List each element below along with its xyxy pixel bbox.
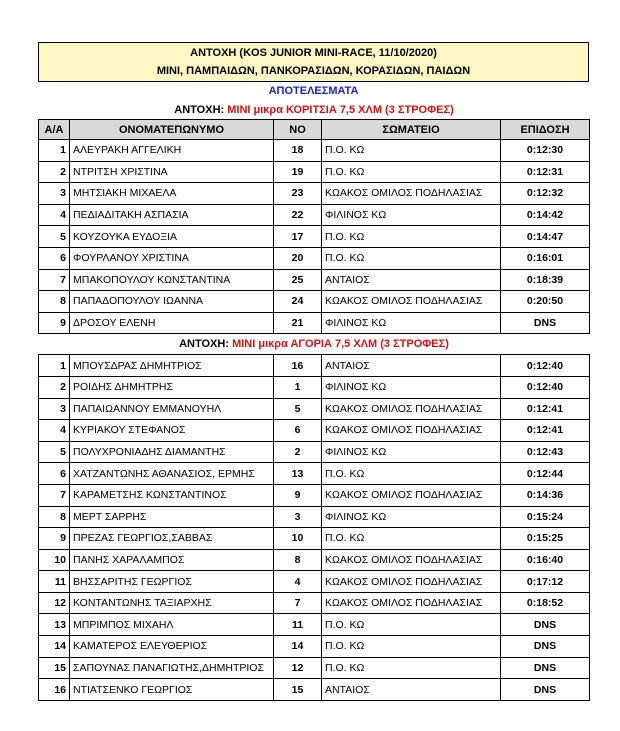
cell-time: 0:12:44 — [501, 463, 590, 485]
cell-position: 5 — [39, 226, 70, 248]
cell-position: 15 — [39, 657, 70, 679]
cell-position: 3 — [39, 398, 70, 420]
cell-number: 9 — [274, 484, 322, 506]
cell-position: 8 — [39, 291, 70, 313]
cell-number: 18 — [274, 140, 322, 162]
cell-number: 22 — [274, 204, 322, 226]
cell-club: Π.Ο. ΚΩ — [322, 636, 501, 658]
cell-position: 9 — [39, 312, 70, 334]
cell-time: 0:12:40 — [501, 355, 590, 377]
cell-number: 14 — [274, 636, 322, 658]
cell-name: ΚΥΡΙΑΚΟΥ ΣΤΕΦΑΝΟΣ — [70, 420, 274, 442]
table-row — [39, 441, 590, 463]
cell-time: 0:12:41 — [501, 420, 590, 442]
cell-position: 7 — [39, 269, 70, 291]
cell-club: Π.Ο. ΚΩ — [322, 161, 501, 183]
cell-name: ΒΗΣΣΑΡΙΤΗΣ ΓΕΩΡΓΙΟΣ — [70, 571, 274, 593]
cell-number: 13 — [274, 463, 322, 485]
cell-position: 8 — [39, 506, 70, 528]
cell-name: ΠΟΛΥΧΡΟΝΙΑΔΗΣ ΔΙΑΜΑΝΤΗΣ — [70, 441, 274, 463]
table-row — [39, 226, 590, 248]
cell-name: ΠΑΠΑΙΩΑΝΝΟΥ ΕΜΜΑΝΟΥΗΛ — [70, 398, 274, 420]
table-row — [39, 614, 590, 636]
cell-number: 17 — [274, 226, 322, 248]
cell-name: ΚΟΝΤΑΝΤΩΝΗΣ ΤΑΞΙΑΡΧΗΣ — [70, 592, 274, 614]
cell-position: 2 — [39, 161, 70, 183]
cell-name: ΔΡΟΣΟΥ ΕΛΕΝΗ — [70, 312, 274, 334]
cell-position: 11 — [39, 571, 70, 593]
cell-time: DNS — [501, 657, 590, 679]
cell-time: 0:17:12 — [501, 571, 590, 593]
cell-position: 2 — [39, 376, 70, 398]
cell-time: 0:12:40 — [501, 376, 590, 398]
cell-position: 1 — [39, 355, 70, 377]
cell-club: ΦΙΛΙΝΟΣ ΚΩ — [322, 506, 501, 528]
cell-time: 0:12:41 — [501, 398, 590, 420]
cell-position: 4 — [39, 204, 70, 226]
cell-number: 24 — [274, 291, 322, 313]
table-row — [39, 376, 590, 398]
cell-number: 19 — [274, 161, 322, 183]
cell-name: ΠΡΕΖΑΣ ΓΕΩΡΓΙΟΣ,ΣΑΒΒΑΣ — [70, 528, 274, 550]
cell-number: 23 — [274, 183, 322, 205]
cell-time: 0:15:24 — [501, 506, 590, 528]
event-title: ΑΝΤΟΧΗ (KOS JUNIOR MINI-RACE, 11/10/2020) — [190, 47, 437, 59]
table-row — [39, 528, 590, 550]
cell-name: ΜΠΡΙΜΠΟΣ ΜΙΧΑΗΛ — [70, 614, 274, 636]
table-row — [39, 657, 590, 679]
cell-name: ΜΗΤΣΙΑΚΗ ΜΙΧΑΕΛΑ — [70, 183, 274, 205]
cell-time: 0:12:31 — [501, 161, 590, 183]
cell-number: 12 — [274, 657, 322, 679]
cell-position: 7 — [39, 484, 70, 506]
table-row — [39, 592, 590, 614]
cell-position: 12 — [39, 592, 70, 614]
cell-club: ΚΩΑΚΟΣ ΟΜΙΛΟΣ ΠΟΔΗΛΑΣΙΑΣ — [322, 592, 501, 614]
cell-club: ΚΩΑΚΟΣ ΟΜΙΛΟΣ ΠΟΔΗΛΑΣΙΑΣ — [322, 420, 501, 442]
cell-name: ΣΑΠΟΥΝΑΣ ΠΑΝΑΓΙΩΤΗΣ,ΔΗΜΗΤΡΙΟΣ — [70, 657, 274, 679]
cell-number: 11 — [274, 614, 322, 636]
cell-club: Π.Ο. ΚΩ — [322, 657, 501, 679]
cell-time: 0:16:40 — [501, 549, 590, 571]
column-header-row — [39, 120, 590, 140]
cell-number: 8 — [274, 549, 322, 571]
cell-time: 0:14:47 — [501, 226, 590, 248]
cell-time: 0:14:36 — [501, 484, 590, 506]
cell-club: ΚΩΑΚΟΣ ΟΜΙΛΟΣ ΠΟΔΗΛΑΣΙΑΣ — [322, 291, 501, 313]
cell-name: ΠΑΠΑΔΟΠΟΥΛΟΥ ΙΩΑΝΝΑ — [70, 291, 274, 313]
table-row — [39, 484, 590, 506]
cell-number: 21 — [274, 312, 322, 334]
cell-name: ΧΑΤΖΑΝΤΩΝΗΣ ΑΘΑΝΑΣΙΟΣ, ΕΡΜΗΣ — [70, 463, 274, 485]
cell-time: 0:15:25 — [501, 528, 590, 550]
table-row — [39, 161, 590, 183]
cell-number: 3 — [274, 506, 322, 528]
cell-club: ΑΝΤΑΙΟΣ — [322, 269, 501, 291]
category-prefix: ΑΝΤΟΧΗ: — [179, 338, 233, 351]
cell-number: 4 — [274, 571, 322, 593]
cell-position: 3 — [39, 183, 70, 205]
cell-club: Π.Ο. ΚΩ — [322, 226, 501, 248]
table-row — [39, 355, 590, 377]
table-row — [39, 398, 590, 420]
cell-club: ΚΩΑΚΟΣ ΟΜΙΛΟΣ ΠΟΔΗΛΑΣΙΑΣ — [322, 549, 501, 571]
cell-club: ΚΩΑΚΟΣ ΟΜΙΛΟΣ ΠΟΔΗΛΑΣΙΑΣ — [322, 183, 501, 205]
cell-name: ΚΟΥΖΟΥΚΑ ΕΥΔΟΞΙΑ — [70, 226, 274, 248]
cell-name: ΜΠΟΥΣΔΡΑΣ ΔΗΜΗΤΡΙΟΣ — [70, 355, 274, 377]
cell-club: Π.Ο. ΚΩ — [322, 528, 501, 550]
cell-club: ΑΝΤΑΙΟΣ — [322, 679, 501, 701]
col-header-time: ΕΠΙΔΟΣΗ — [501, 120, 590, 140]
cell-number: 5 — [274, 398, 322, 420]
col-header-aa: Α/Α — [39, 120, 70, 140]
cell-number: 6 — [274, 420, 322, 442]
cell-name: ΠΕΔΙΑΔΙΤΑΚΗ ΑΣΠΑΣΙΑ — [70, 204, 274, 226]
table-row — [39, 571, 590, 593]
cell-time: 0:18:39 — [501, 269, 590, 291]
category-heading-girls — [39, 100, 590, 120]
cell-number: 20 — [274, 247, 322, 269]
cell-position: 16 — [39, 679, 70, 701]
table-row — [39, 247, 590, 269]
cell-position: 10 — [39, 549, 70, 571]
table-row — [39, 463, 590, 485]
cell-time: DNS — [501, 312, 590, 334]
cell-club: Π.Ο. ΚΩ — [322, 247, 501, 269]
table-row — [39, 636, 590, 658]
cell-number: 10 — [274, 528, 322, 550]
cell-number: 15 — [274, 679, 322, 701]
table-row — [39, 269, 590, 291]
cell-name: ΝΤΙΑΤΣΕΝΚΟ ΓΕΩΡΓΙΟΣ — [70, 679, 274, 701]
col-header-name: ΟΝΟΜΑΤΕΠΩΝΥΜΟ — [70, 120, 274, 140]
cell-position: 14 — [39, 636, 70, 658]
cell-club: Π.Ο. ΚΩ — [322, 463, 501, 485]
cell-time: 0:12:43 — [501, 441, 590, 463]
cell-club: ΑΝΤΑΙΟΣ — [322, 355, 501, 377]
cell-name: ΜΠΑΚΟΠΟΥΛΟΥ ΚΩΝΣΤΑΝΤΙΝΑ — [70, 269, 274, 291]
category-prefix: ΑΝΤΟΧΗ: — [174, 103, 228, 116]
cell-time: 0:18:52 — [501, 592, 590, 614]
cell-name: ΝΤΡΙΤΣΗ ΧΡΙΣΤΙΝΑ — [70, 161, 274, 183]
cell-name: ΚΑΜΑΤΕΡΟΣ ΕΛΕΥΘΕΡΙΟΣ — [70, 636, 274, 658]
cell-number: 16 — [274, 355, 322, 377]
cell-name: ΠΑΝΗΣ ΧΑΡΑΛΑΜΠΟΣ — [70, 549, 274, 571]
cell-club: ΦΙΛΙΝΟΣ ΚΩ — [322, 376, 501, 398]
cell-position: 6 — [39, 247, 70, 269]
cell-name: ΜΕΡΤ ΣΑΡΡΗΣ — [70, 506, 274, 528]
table-row — [39, 140, 590, 162]
results-sheet — [38, 42, 589, 701]
cell-position: 6 — [39, 463, 70, 485]
cell-club: ΚΩΑΚΟΣ ΟΜΙΛΟΣ ΠΟΔΗΛΑΣΙΑΣ — [322, 484, 501, 506]
event-categories: MINI, ΠΑΜΠΑΙΔΩΝ, ΠΑΝΚΟΡΑΣΙΔΩΝ, ΚΟΡΑΣΙΔΩΝ, ΠΑΙΔΩΝ — [156, 65, 471, 77]
cell-number: 25 — [274, 269, 322, 291]
cell-club: Π.Ο. ΚΩ — [322, 140, 501, 162]
cell-number: 2 — [274, 441, 322, 463]
category-title: MINI μικρα ΚΟΡΙΤΣΙΑ 7,5 ΧΛΜ (3 ΣΤΡΟΦΕΣ) — [227, 103, 454, 116]
cell-position: 4 — [39, 420, 70, 442]
table-row — [39, 183, 590, 205]
cell-time: 0:14:42 — [501, 204, 590, 226]
table-row — [39, 506, 590, 528]
table-row — [39, 291, 590, 313]
table-row — [39, 679, 590, 701]
cell-number: 1 — [274, 376, 322, 398]
cell-club: ΦΙΛΙΝΟΣ ΚΩ — [322, 312, 501, 334]
cell-time: 0:16:01 — [501, 247, 590, 269]
event-title-box — [38, 42, 589, 82]
category-heading-boys — [39, 334, 590, 355]
results-heading: ΑΠΟΤΕΛΕΣΜΑΤΑ — [268, 85, 359, 97]
col-header-no: ΝΟ — [274, 120, 322, 140]
cell-time: 0:12:32 — [501, 183, 590, 205]
category-title: MINI μικρα ΑΓΟΡΙΑ 7,5 ΧΛΜ (3 ΣΤΡΟΦΕΣ) — [232, 338, 449, 351]
table-row — [39, 312, 590, 334]
table-row — [39, 549, 590, 571]
col-header-club: ΣΩΜΑΤΕΙΟ — [322, 120, 501, 140]
cell-name: ΚΑΡΑΜΕΤΣΗΣ ΚΩΝΣΤΑΝΤΙΝΟΣ — [70, 484, 274, 506]
cell-club: ΚΩΑΚΟΣ ΟΜΙΛΟΣ ΠΟΔΗΛΑΣΙΑΣ — [322, 398, 501, 420]
cell-time: DNS — [501, 614, 590, 636]
cell-number: 7 — [274, 592, 322, 614]
cell-club: ΦΙΛΙΝΟΣ ΚΩ — [322, 204, 501, 226]
cell-position: 13 — [39, 614, 70, 636]
cell-time: 0:12:30 — [501, 140, 590, 162]
cell-time: DNS — [501, 636, 590, 658]
table-row — [39, 420, 590, 442]
cell-name: ΡΟΙΔΗΣ ΔΗΜΗΤΡΗΣ — [70, 376, 274, 398]
cell-name: ΑΛΕΥΡΑΚΗ ΑΓΓΕΛΙΚΗ — [70, 140, 274, 162]
cell-time: 0:20:50 — [501, 291, 590, 313]
results-table — [38, 100, 590, 701]
cell-position: 9 — [39, 528, 70, 550]
table-row — [39, 204, 590, 226]
cell-name: ΦΟΥΡΛΑΝΟΥ ΧΡΙΣΤΙΝΑ — [70, 247, 274, 269]
cell-position: 1 — [39, 140, 70, 162]
cell-time: DNS — [501, 679, 590, 701]
cell-club: ΦΙΛΙΝΟΣ ΚΩ — [322, 441, 501, 463]
cell-club: Π.Ο. ΚΩ — [322, 614, 501, 636]
cell-position: 5 — [39, 441, 70, 463]
cell-club: ΚΩΑΚΟΣ ΟΜΙΛΟΣ ΠΟΔΗΛΑΣΙΑΣ — [322, 571, 501, 593]
